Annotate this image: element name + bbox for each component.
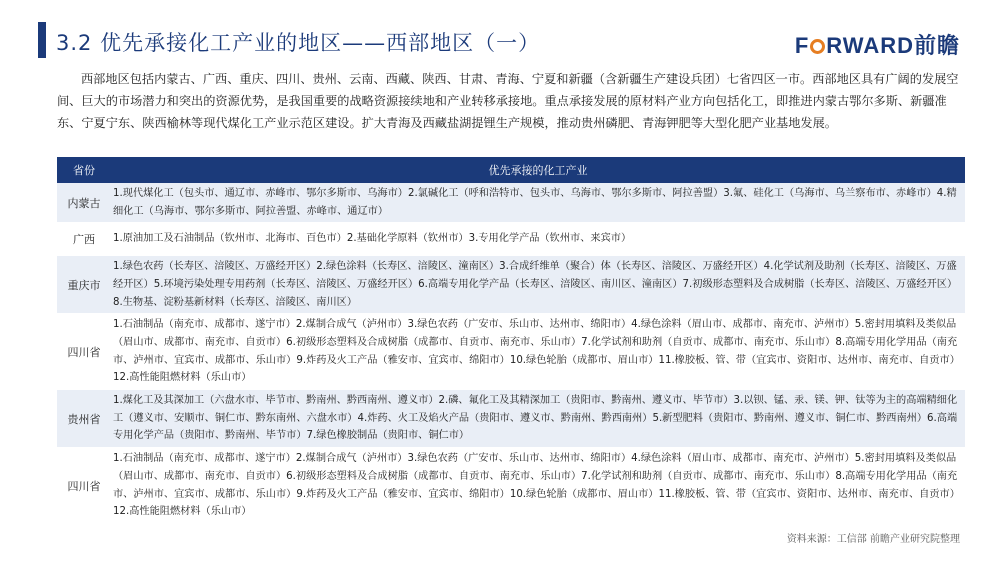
industry-cell: 1.现代煤化工（包头市、通辽市、赤峰市、鄂尔多斯市、乌海市）2.氯碱化工（呼和浩特市、包头市、乌海市、鄂尔多斯市、阿拉善盟）3.氟、硅化工（乌海市、乌兰察布市、赤峰市）4.精细化工（乌海市、鄂尔多斯市、阿拉善盟、赤峰市、通辽市）: [111, 183, 965, 223]
table-row: [57, 183, 965, 223]
province-cell: 四川省: [57, 314, 111, 390]
industry-cell: 1.煤化工及其深加工（六盘水市、毕节市、黔南州、黔西南州、遵义市）2.磷、氟化工及其精深加工（贵阳市、黔南州、遵义市、毕节市）3.以钡、锰、汞、镁、钾、钛等为主的高端精细化工（遵义市、安顺市、铜仁市、黔东南州、六盘水市）4.炸药、火工及焰火产品（贵阳市、遵义市、黔南州、黔西南州）5.新型肥料（贵阳市、黔南州、遵义市、铜仁市、黔西南州）6.高端专用化学产品（贵阳市、黔南州、毕节市）7.绿色橡胶制品（贵阳市、铜仁市）: [111, 390, 965, 448]
industry-cell: 1.石油制品（南充市、成都市、遂宁市）2.煤制合成气（泸州市）3.绿色农药（广安市、乐山市、达州市、绵阳市）4.绿色涂料（眉山市、成都市、南充市、泸州市）5.密封用填料及类似品（眉山市、成都市、南充市、自贡市）6.初级形态塑料及合成树脂（成都市、自贡市、南充市、乐山市）7.化学试剂和助剂（自贡市、成都市、南充市、乐山市）8.高端专用化学用品（南充市、泸州市、宜宾市、成都市、乐山市）9.炸药及火工产品（雅安市、宜宾市、绵阳市）10.绿色轮胎（成都市、眉山市）11.橡胶板、管、带（宜宾市、资阳市、达州市、南充市、自贡市）12.高性能阻燃材料（乐山市）: [111, 448, 965, 524]
table-row: [57, 223, 965, 256]
header-industry: 优先承接的化工产业: [111, 157, 965, 183]
province-cell: 重庆市: [57, 256, 111, 314]
logo-text-left: F: [794, 33, 810, 58]
industry-cell: 1.原油加工及石油制品（钦州市、北海市、百色市）2.基础化学原料（钦州市）3.专用化学产品（钦州市、来宾市）: [111, 223, 965, 256]
table-row: [57, 314, 965, 390]
intro-paragraph: 西部地区包括内蒙古、广西、重庆、四川、贵州、云南、西藏、陕西、甘肃、青海、宁夏和新疆（含新疆生产建设兵团）七省四区一市。西部地区具有广阔的发展空间、巨大的市场潜力和突出的资源优势，是我国重要的战略资源接续地和产业转移承接地。重点承接发展的原材料产业方向包括化工，即推进内蒙古鄂尔多斯、新疆准东、宁夏宁东、陕西榆林等现代煤化工产业示范区建设。扩大青海及西藏盐湖提锂生产规模，推动贵州磷肥、青海钾肥等大型化肥产业基地发展。: [57, 72, 959, 130]
province-cell: 四川省: [57, 448, 111, 524]
page-title: 3.2 优先承接化工产业的地区——西部地区（一）: [56, 31, 541, 55]
table-header-row: [57, 157, 965, 183]
industry-cell: 1.石油制品（南充市、成都市、遂宁市）2.煤制合成气（泸州市）3.绿色农药（广安市、乐山市、达州市、绵阳市）4.绿色涂料（眉山市、成都市、南充市、泸州市）5.密封用填料及类似品（眉山市、成都市、南充市、自贡市）6.初级形态塑料及合成树脂（成都市、自贡市、南充市、乐山市）7.化学试剂和助剂（自贡市、成都市、南充市、乐山市）8.高端专用化学用品（南充市、泸州市、宜宾市、成都市、乐山市）9.炸药及火工产品（雅安市、宜宾市、绵阳市）10.绿色轮胎（成都市、眉山市）11.橡胶板、管、带（宜宾市、资阳市、达州市、南充市、自贡市）12.高性能阻燃材料（乐山市）: [111, 314, 965, 390]
province-cell: 广西: [57, 223, 111, 256]
logo-ring-icon: [810, 39, 825, 54]
industry-cell: 1.绿色农药（长寿区、涪陵区、万盛经开区）2.绿色涂料（长寿区、涪陵区、潼南区）3.合成纤维单（聚合）体（长寿区、涪陵区、万盛经开区）4.化学试剂及助剂（长寿区、涪陵区、万盛经开区）5.环境污染处理专用药剂（长寿区、涪陵区、万盛经开区）6.高端专用化学产品（长寿区、涪陵区、南川区、潼南区）7.初级形态塑料及合成树脂（长寿区、涪陵区、万盛经开区）8.生物基、淀粉基新材料（长寿区、涪陵区、南川区）: [111, 256, 965, 314]
header-province: 省份: [57, 157, 111, 183]
industry-table: [57, 157, 965, 524]
title-accent-bar: [38, 22, 46, 58]
source-note: 资料来源：工信部 前瞻产业研究院整理: [786, 534, 960, 545]
table-row: [57, 390, 965, 448]
table-row: [57, 448, 965, 524]
logo-text-right: RWARD前瞻: [826, 33, 960, 58]
province-cell: 内蒙古: [57, 183, 111, 223]
table-row: [57, 256, 965, 314]
forward-logo: [795, 29, 960, 60]
province-cell: 贵州省: [57, 390, 111, 448]
